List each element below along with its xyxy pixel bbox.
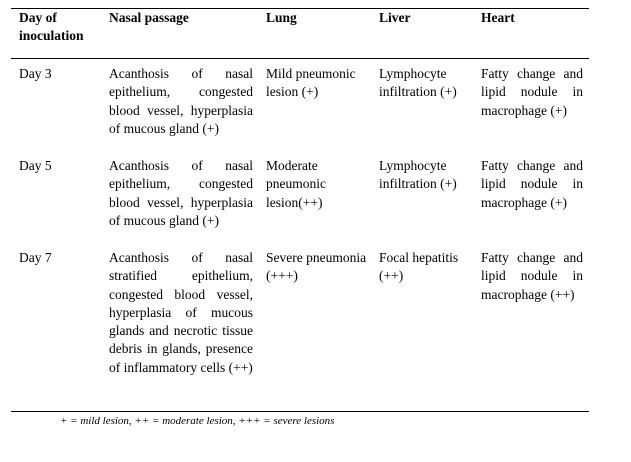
lung-cell: Moderate pneumonic lesion(++) — [266, 158, 326, 210]
nasal-passage-cell: Acanthosis of nasal stratified epithelium, congested blood vessel, hyperplasia of mucous glands and necrotic tissue debris in glands, presence of inflammatory cells (++) — [109, 250, 253, 375]
day-cell: Day 3 — [19, 66, 52, 81]
header-heart: Heart — [481, 10, 515, 25]
heart-cell: Fatty change and lipid nodule in macrophage (+) — [481, 158, 583, 210]
table-footnote: + = mild lesion, ++ = moderate lesion, +++ = severe lesions — [60, 415, 335, 427]
header-day-of-inoculation: Day of inoculation — [19, 10, 84, 44]
lung-cell: Mild pneumonic lesion (+) — [266, 66, 356, 100]
heart-cell: Fatty change and lipid nodule in macrophage (+) — [481, 66, 583, 118]
lung-cell: Severe pneumonia (+++) — [266, 250, 367, 284]
day-cell: Day 5 — [19, 158, 52, 173]
nasal-passage-cell: Acanthosis of nasal epithelium, congested blood vessel, hyperplasia of mucous gland (+) — [109, 158, 253, 228]
header-liver: Liver — [379, 10, 411, 25]
table-bottom-rule — [11, 411, 589, 412]
liver-cell: Lymphocyte infiltration (+) — [379, 158, 457, 192]
header-nasal-passage: Nasal passage — [109, 10, 189, 25]
heart-cell: Fatty change and lipid nodule in macrophage (++) — [481, 250, 583, 302]
header-lung: Lung — [266, 10, 297, 25]
day-cell: Day 7 — [19, 250, 52, 265]
table-header-rule — [11, 58, 589, 59]
liver-cell: Lymphocyte infiltration (+) — [379, 66, 457, 100]
liver-cell: Focal hepatitis (++) — [379, 250, 459, 284]
nasal-passage-cell: Acanthosis of nasal epithelium, congested blood vessel, hyperplasia of mucous gland (+) — [109, 66, 253, 136]
